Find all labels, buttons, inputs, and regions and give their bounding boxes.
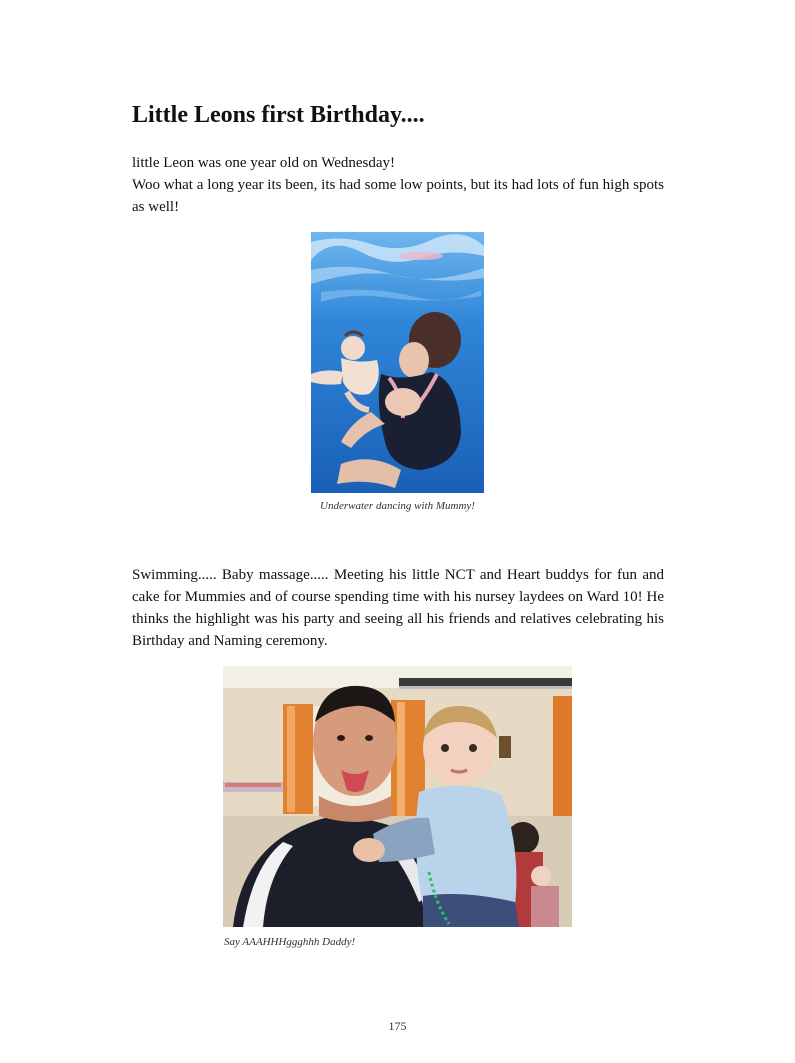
intro-paragraph <box>132 152 664 218</box>
swimming-photo-caption: Underwater dancing with Mummy! <box>320 500 475 512</box>
intro-line-1: little Leon was one year old on Wednesday! <box>132 155 396 171</box>
party-photo <box>223 666 572 927</box>
activities-paragraph: Swimming..... Baby massage..... Meeting his little NCT and Heart buddys for fun and cake for Mummies and of course spending time with his nursey laydees on Ward 10! He thinks the highlight was his party and seeing all his friends and relatives celebrating his Birthday and Naming ceremony. <box>132 567 664 649</box>
underwater-swimming-illustration <box>311 232 484 493</box>
page-number: 175 <box>388 1019 407 1033</box>
underwater-swimming-photo <box>311 232 484 493</box>
party-photo-caption: Say AAAHHHggghhh Daddy! <box>224 936 356 948</box>
party-illustration <box>223 666 572 927</box>
intro-line-2: Woo what a long year its been, its had some low points, but its had lots of fun high spots as well! <box>132 177 664 215</box>
page-title: Little Leons first Birthday.... <box>132 102 425 128</box>
